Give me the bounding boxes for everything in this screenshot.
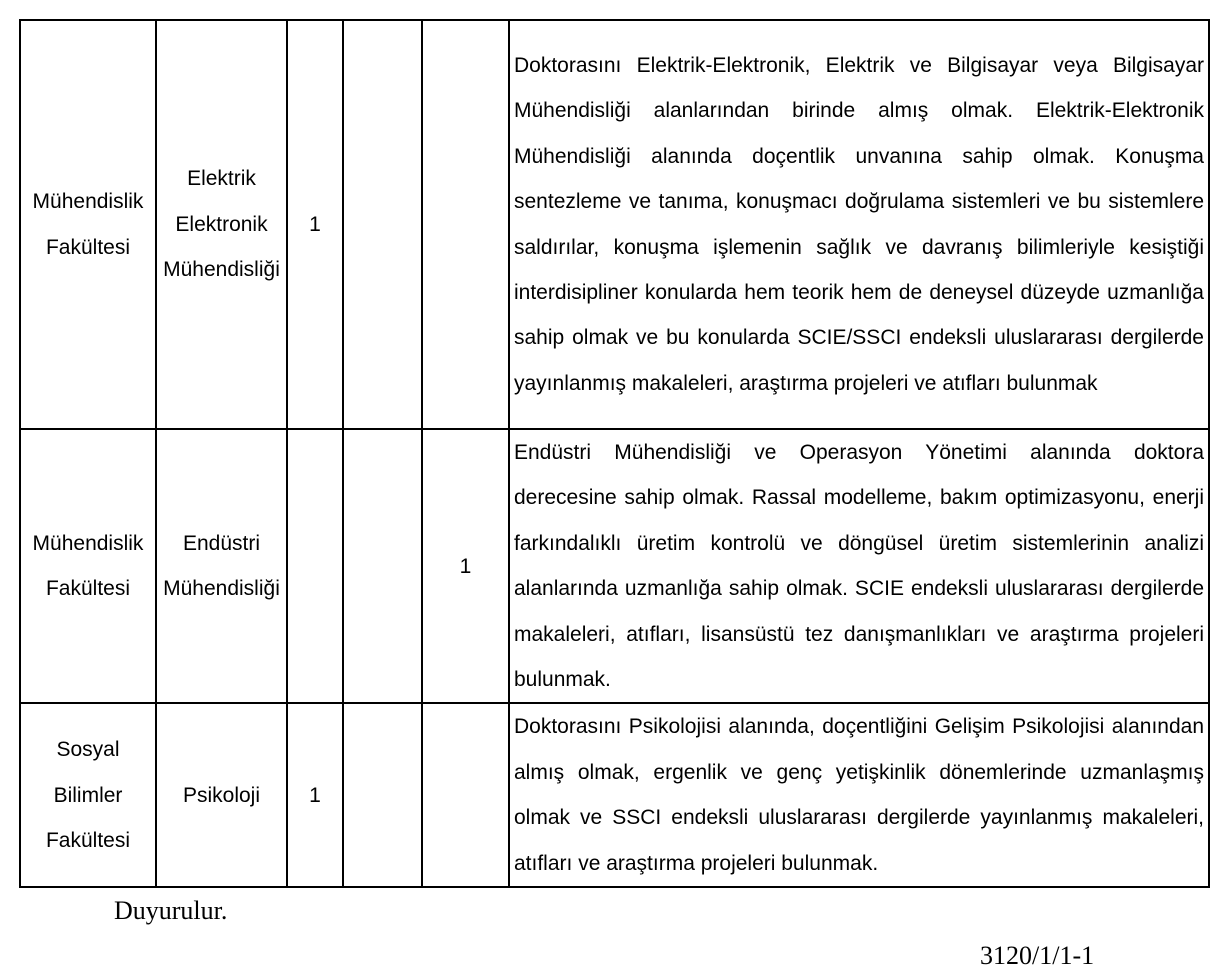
faculty-line: Mühendislik	[32, 531, 144, 555]
table-row	[20, 703, 1209, 887]
faculty-line: Fakültesi	[45, 828, 131, 852]
faculty-cell	[20, 703, 156, 887]
department-cell	[156, 429, 287, 703]
department-line: Endüstri	[182, 531, 261, 555]
requirements-cell: Doktorasını Elektrik-Elektronik, Elektrik ve Bilgisayar veya Bilgisayar Mühendisliği alanlarından birinde almış olmak. Elektrik-Elektronik Mühendisliği alanında doçentlik unvanına sahip olmak. Konuşma sentezleme ve tanıma, konuşmacı doğrulama sistemleri ve bu sistemlere saldırılar, konuşma işlemenin sağlık ve davranış bilimleriyle kesiştiği interdisipliner konularda hem teorik hem de deneysel düzeyde uzmanlığa sahip olmak ve bu konularda SCIE/SSCI endeksli uluslararası dergilerde yayınlanmış makaleleri, araştırma projeleri ve atıfları bulunmak	[509, 20, 1209, 429]
faculty-line: Sosyal	[56, 738, 120, 762]
count-cell-b	[343, 703, 422, 887]
department-line: Elektrik	[187, 167, 256, 191]
table-row	[20, 20, 1209, 429]
faculty-cell	[20, 20, 156, 429]
count-cell-a: 1	[287, 20, 343, 429]
faculty-cell	[20, 429, 156, 703]
positions-table	[19, 19, 1210, 888]
faculty-line: Mühendislik	[32, 190, 144, 214]
faculty-line: Fakültesi	[45, 235, 131, 259]
count-cell-a	[287, 429, 343, 703]
department-cell	[156, 703, 287, 887]
closing-text: Duyurulur.	[114, 896, 228, 925]
requirements-cell: Doktorasını Psikolojisi alanında, doçentliğini Gelişim Psikolojisi alanından almış olmak, ergenlik ve genç yetişkinlik dönemlerinde uzmanlaşmış olmak ve SSCI endeksli uluslararası dergilerde yayınlanmış makaleleri, atıfları ve araştırma projeleri bulunmak.	[509, 703, 1209, 887]
department-cell	[156, 20, 287, 429]
table-row	[20, 429, 1209, 703]
document-code: 3120/1/1-1	[980, 941, 1095, 970]
faculty-line: Fakültesi	[45, 577, 131, 601]
count-cell-c	[422, 20, 509, 429]
count-cell-c: 1	[422, 429, 509, 703]
faculty-line: Bilimler	[53, 783, 123, 807]
department-line: Mühendisliği	[163, 577, 280, 601]
department-line: Psikoloji	[182, 783, 261, 807]
count-cell-a: 1	[287, 703, 343, 887]
count-cell-b	[343, 429, 422, 703]
count-cell-b	[343, 20, 422, 429]
department-line: Elektronik	[175, 212, 268, 236]
requirements-cell: Endüstri Mühendisliği ve Operasyon Yönetimi alanında doktora derecesine sahip olmak. Rassal modelleme, bakım optimizasyonu, enerji farkındalıklı üretim kontrolü ve döngüsel üretim sistemlerinin analizi alanlarında uzmanlığa sahip olmak. SCIE endeksli uluslararası dergilerde makaleleri, atıfları, lisansüstü tez danışmanlıkları ve araştırma projeleri bulunmak.	[509, 429, 1209, 703]
department-line: Mühendisliği	[163, 258, 280, 282]
count-cell-c	[422, 703, 509, 887]
